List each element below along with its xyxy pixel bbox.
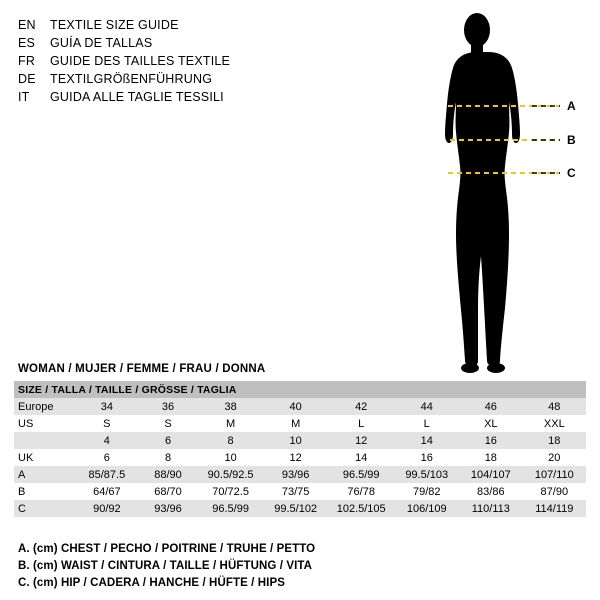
table-cell: 88/90 bbox=[138, 466, 198, 483]
language-title-list bbox=[18, 16, 348, 106]
table-cell: 18 bbox=[523, 432, 586, 449]
table-cell: 16 bbox=[459, 432, 523, 449]
table-cell: 14 bbox=[394, 432, 459, 449]
table-cell: 14 bbox=[328, 449, 395, 466]
table-cell: 70/72.5 bbox=[198, 483, 264, 500]
table-cell: 38 bbox=[198, 398, 264, 415]
table-cell: 34 bbox=[76, 398, 139, 415]
table-cell: L bbox=[394, 415, 459, 432]
table-cell: 16 bbox=[394, 449, 459, 466]
measurement-legend bbox=[18, 541, 578, 592]
language-code: EN bbox=[18, 18, 36, 32]
row-label: Europe bbox=[14, 398, 76, 415]
language-title: GUÍA DE TALLAS bbox=[50, 36, 153, 50]
table-cell: 44 bbox=[394, 398, 459, 415]
table-cell: 110/113 bbox=[459, 500, 523, 517]
language-row bbox=[18, 52, 348, 70]
table-cell: 107/110 bbox=[523, 466, 586, 483]
table-cell: M bbox=[263, 415, 328, 432]
legend-row-c: C. (cm) HIP / CADERA / HANCHE / HÜFTE / HIPS bbox=[18, 577, 286, 589]
table-cell: 48 bbox=[523, 398, 586, 415]
table-cell: 90.5/92.5 bbox=[198, 466, 264, 483]
row-label: UK bbox=[14, 449, 76, 466]
language-row bbox=[18, 34, 348, 52]
table-cell: 102.5/105 bbox=[328, 500, 395, 517]
table-cell: 83/86 bbox=[459, 483, 523, 500]
table-cell: 99.5/103 bbox=[394, 466, 459, 483]
table-cell: 12 bbox=[263, 449, 328, 466]
table-cell: 93/96 bbox=[263, 466, 328, 483]
table-cell: 73/75 bbox=[263, 483, 328, 500]
language-code: IT bbox=[18, 90, 30, 104]
legend-row-a: A. (cm) CHEST / PECHO / POITRINE / TRUHE / PETTO bbox=[18, 543, 316, 555]
table-cell: 76/78 bbox=[328, 483, 395, 500]
table-cell: 99.5/102 bbox=[263, 500, 328, 517]
table-cell: XXL bbox=[523, 415, 586, 432]
table-cell: 18 bbox=[459, 449, 523, 466]
table-cell: 6 bbox=[76, 449, 139, 466]
body-silhouette-figure bbox=[420, 8, 590, 378]
language-row bbox=[18, 70, 348, 88]
language-title: TEXTILE SIZE GUIDE bbox=[50, 18, 179, 32]
language-code: DE bbox=[18, 72, 36, 86]
table-cell: 8 bbox=[138, 449, 198, 466]
table-cell: 42 bbox=[328, 398, 395, 415]
table-cell: 40 bbox=[263, 398, 328, 415]
row-label: US bbox=[14, 415, 76, 432]
table-cell: M bbox=[198, 415, 264, 432]
table-cell: 10 bbox=[198, 449, 264, 466]
table-row bbox=[14, 415, 586, 432]
language-title: GUIDE DES TAILLES TEXTILE bbox=[50, 54, 231, 68]
table-cell: 4 bbox=[76, 432, 139, 449]
table-cell: 46 bbox=[459, 398, 523, 415]
table-cell: 10 bbox=[263, 432, 328, 449]
language-title: TEXTILGRÖßENFÜHRUNG bbox=[50, 72, 213, 86]
language-code: FR bbox=[18, 54, 36, 68]
female-silhouette-icon bbox=[420, 8, 590, 378]
legend-row-b: B. (cm) WAIST / CINTURA / TAILLE / HÜFTUNG / VITA bbox=[18, 560, 313, 572]
section-heading-woman: WOMAN / MUJER / FEMME / FRAU / DONNA bbox=[18, 363, 266, 375]
table-cell: 36 bbox=[138, 398, 198, 415]
table-cell: 68/70 bbox=[138, 483, 198, 500]
table-cell: 6 bbox=[138, 432, 198, 449]
table-cell: 96.5/99 bbox=[328, 466, 395, 483]
table-cell: S bbox=[76, 415, 139, 432]
row-label: B bbox=[14, 483, 76, 500]
table-row bbox=[14, 483, 586, 500]
table-cell: 90/92 bbox=[76, 500, 139, 517]
table-cell: 79/82 bbox=[394, 483, 459, 500]
measure-label-c: C bbox=[567, 166, 576, 180]
table-cell: 87/90 bbox=[523, 483, 586, 500]
language-row bbox=[18, 88, 348, 106]
table-cell: 104/107 bbox=[459, 466, 523, 483]
table-cell: S bbox=[138, 415, 198, 432]
row-label: A bbox=[14, 466, 76, 483]
table-header-row bbox=[14, 381, 586, 398]
table-cell: XL bbox=[459, 415, 523, 432]
table-cell: 114/119 bbox=[523, 500, 586, 517]
language-title: GUIDA ALLE TAGLIE TESSILI bbox=[50, 90, 224, 104]
language-code: ES bbox=[18, 36, 36, 50]
table-row bbox=[14, 500, 586, 517]
table-row bbox=[14, 432, 586, 449]
table-cell: 93/96 bbox=[138, 500, 198, 517]
table-cell: 8 bbox=[198, 432, 264, 449]
table-cell: 106/109 bbox=[394, 500, 459, 517]
table-row bbox=[14, 449, 586, 466]
table-cell: 12 bbox=[328, 432, 395, 449]
table-cell: L bbox=[328, 415, 395, 432]
table-cell: 85/87.5 bbox=[76, 466, 139, 483]
table-cell: 96.5/99 bbox=[198, 500, 264, 517]
language-row bbox=[18, 16, 348, 34]
row-label bbox=[14, 432, 76, 449]
table-row bbox=[14, 466, 586, 483]
table-cell: 20 bbox=[523, 449, 586, 466]
size-table bbox=[14, 381, 586, 517]
row-label: C bbox=[14, 500, 76, 517]
measure-label-b: B bbox=[567, 133, 576, 147]
table-header-label: SIZE / TALLA / TAILLE / GRÖSSE / TAGLIA bbox=[14, 381, 586, 398]
measure-label-a: A bbox=[567, 99, 576, 113]
table-row bbox=[14, 398, 586, 415]
table-cell: 64/67 bbox=[76, 483, 139, 500]
